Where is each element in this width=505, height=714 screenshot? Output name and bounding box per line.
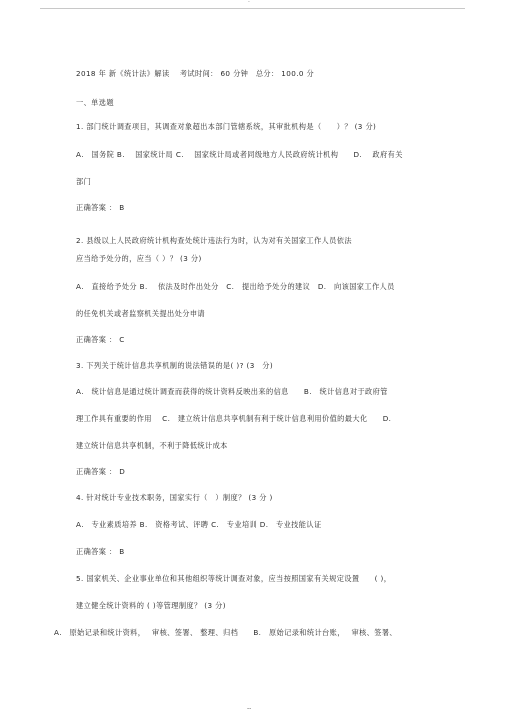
- question-2-stem-cont: 应当给予处分的，应当（ ）？ (3 分): [76, 254, 202, 263]
- question-4-options: A. 专业素质培养 B. 资格考试、评聘 C. 专业培训 D. 专业技能认证: [76, 520, 322, 529]
- question-5-options: A. 原始记录和统计资料， 审核、签署、 整理、归档 B. 原始记录和统计台账， 审核、签署、: [54, 628, 398, 637]
- footer-mark: --: [247, 705, 252, 712]
- question-2-options-cont: 的任免机关或者监察机关提出处分申请: [76, 309, 205, 318]
- question-3-options-cont: 理工作具有重要的作用 C. 建立统计信息共享机制有利于统计信息利用价值的最大化 D.: [76, 414, 392, 423]
- question-1-answer: 正确答案 ： B: [76, 203, 125, 212]
- question-3-options: A. 统计信息是通过统计调查而获得的统计资料反映出来的信息 B. 统计信息对于政府管: [76, 387, 388, 396]
- question-5-stem: 5. 国家机关、企业事业单位和其他组织等统计调查对象，应当按照国家有关规定设置 ( )，: [76, 574, 392, 583]
- question-1-stem: 1. 部门统计调查项目，其调查对象超出本部门管辖系统，其审批机构是（ ）？ (3 分): [76, 122, 377, 131]
- section-heading: 一、单选题: [76, 98, 114, 107]
- question-2-options: A. 直接给予处分 B. 依法及时作出处分 C. 提出给予处分的建议 D. 向该国家工作人员: [76, 282, 395, 291]
- question-3-options-cont2: 建立统计信息共享机制，不利于降低统计成本: [76, 441, 228, 450]
- question-1-options-cont: 部门: [76, 177, 92, 186]
- question-2-stem: 2. 县级以上人民政府统计机构查处统计违法行为时，认为对有关国家工作人员依法: [76, 236, 352, 245]
- question-2-answer: 正确答案 ： C: [76, 335, 125, 344]
- header-rule: [40, 8, 465, 9]
- question-3-stem: 3. 下列关于统计信息共享机制的说法错误的是( )? (3 分): [76, 361, 274, 370]
- question-5-stem-cont: 建立健全统计资料的 ( )等管理制度？ (3 分): [76, 601, 226, 610]
- question-4-stem: 4. 针对统计专业技术职务，国家实行（ ）制度？ (3 分 ): [76, 493, 273, 502]
- exam-title: 2018 年 新《统计法》解读 考试时间： 60 分钟 总分： 100.0 分: [76, 69, 315, 78]
- question-4-answer: 正确答案 ： B: [76, 547, 125, 556]
- question-3-answer: 正确答案 ： D: [76, 467, 126, 476]
- header-mark: -: [248, 0, 250, 5]
- question-1-options: A. 国务院 B. 国家统计局 C. 国家统计局或者同级地方人民政府统计机构 D. 政府有关: [76, 150, 403, 159]
